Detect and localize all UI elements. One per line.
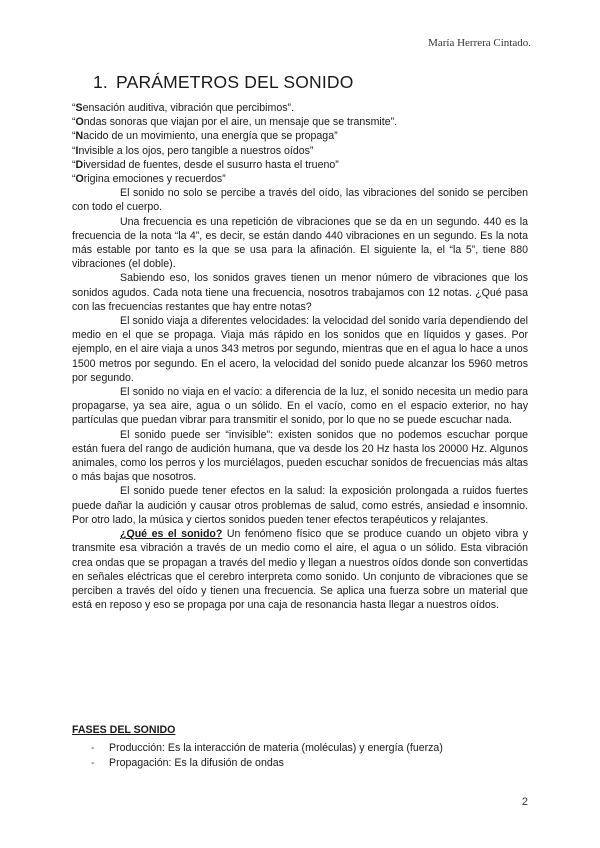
list-item: - Propagación: Es la difusión de ondas [72,756,528,772]
acrostic-letter: N [75,130,84,143]
section-title-text: PARÁMETROS DEL SONIDO [116,72,354,92]
fases-section [72,723,528,772]
page-number: 2 [521,796,528,808]
acrostic-letter: O [75,173,84,186]
definition-question: ¿Qué es el sonido? [120,528,223,541]
dash-bullet: - [91,757,95,769]
paragraph: Sabiendo eso, los sonidos graves tienen un menor número de vibraciones que los sonidos agudos. Cada nota tiene una frecuencia, nosotros trabajamos con 12 notas. ¿Qué pasa con las frecuencias restantes que hay entre notas? [72,272,528,313]
acrostic-letter: I [75,144,79,157]
definition-text: Un fenómeno físico que se produce cuando un objeto vibra y transmite esa vibración a través de un medio como el aire, el agua o un sólido. Esta vibración crea ondas que se propagan a través del medio y llegan a nuestros oídos donde son convertidas en señales eléctricas que el cerebro interpreta como sonido. Un conjunto de vibraciones que se perciben a través del oído y tienen una frecuencia. Se aplica una fuerza sobre un material que está en reposo y eso se propaga por una caja de resonancia hasta llegar a nuestros oídos. [72,528,528,612]
acrostic-letter: D [75,158,84,171]
acrostic-line: “Origina emociones y recuerdos” [72,173,226,186]
section-title [93,72,354,93]
acrostic-list [72,101,528,186]
paragraph: El sonido puede ser “invisible”: existen sonidos que no podemos escuchar porque están fuera del rango de audición humana, que va desde los 20 Hz hasta los 20000 Hz. Algunos animales, como los perros y los murciélagos, pueden escuchar sonidos de frecuencias más altas o más bajas que nosotros. [72,428,528,484]
fases-list [72,741,528,772]
paragraph: El sonido no solo se percibe a través del oído, las vibraciones del sonido se perciben con todo el cuerpo. [72,187,528,214]
paragraph: El sonido puede tener efectos en la salud: la exposición prolongada a ruidos fuertes puede dañar la audición y causar otros problemas de salud, como estrés, ansiedad e insomnio. Por otro lado, la música y ciertos sonidos pueden tener efectos terapéuticos y relajantes. [72,485,528,526]
acrostic-line: “Ondas sonoras que viajan por el aire, un mensaje que se transmite”. [72,116,398,129]
acrostic-letter: O [75,116,84,129]
author-header: María Herrera Cintado. [428,37,531,49]
acrostic-letter: S [75,102,83,114]
fases-title: FASES DEL SONIDO [72,724,176,736]
section-number: 1. [93,72,108,92]
dash-bullet: - [91,741,95,754]
paragraph: El sonido viaja a diferentes velocidades: la velocidad del sonido varía dependiendo del medio en el que se propaga. Viaja más rápido en los sonidos que en líquidos y gases. Por ejemplo, en el aire viaja a unos 343 metros por segundo, mientras que en el agua lo hace a unos 1500 metros por segundo. En el acero, la velocidad del sonido puede alcanzar los 5960 metros por segundo. [72,315,528,384]
acrostic-line: “Invisible a los ojos, pero tangible a nuestros oídos” [72,144,314,157]
list-item: - Producción: Es la interacción de materia (moléculas) y energía (fuerza) [72,741,528,757]
body-content [72,101,528,612]
paragraph: El sonido no viaja en el vacío: a diferencia de la luz, el sonido necesita un medio para propagarse, ya sea aire, agua o un sólido. En el vacío, como en el espacio exterior, no hay partículas que puedan vibrar para transmitir el sonido, por lo que no se puede escuchar nada. [72,386,528,427]
acrostic-line: “Nacido de un movimiento, una energía que se propaga” [72,130,338,143]
acrostic-line: “Diversidad de fuentes, desde el susurro hasta el trueno” [72,158,339,171]
definition-paragraph [72,527,528,612]
paragraph: Una frecuencia es una repetición de vibraciones que se da en un segundo. 440 es la frecuencia de la nota “la 4”, es decir, se están dando 440 vibraciones en un segundo. Es la nota más estable por tanto es la que se usa para la afinación. El siguiente la, el “la 5”, tiene 880 vibraciones (el doble). [72,215,528,271]
acrostic-line: “Sensación auditiva, vibración que percibimos”. [72,102,295,114]
